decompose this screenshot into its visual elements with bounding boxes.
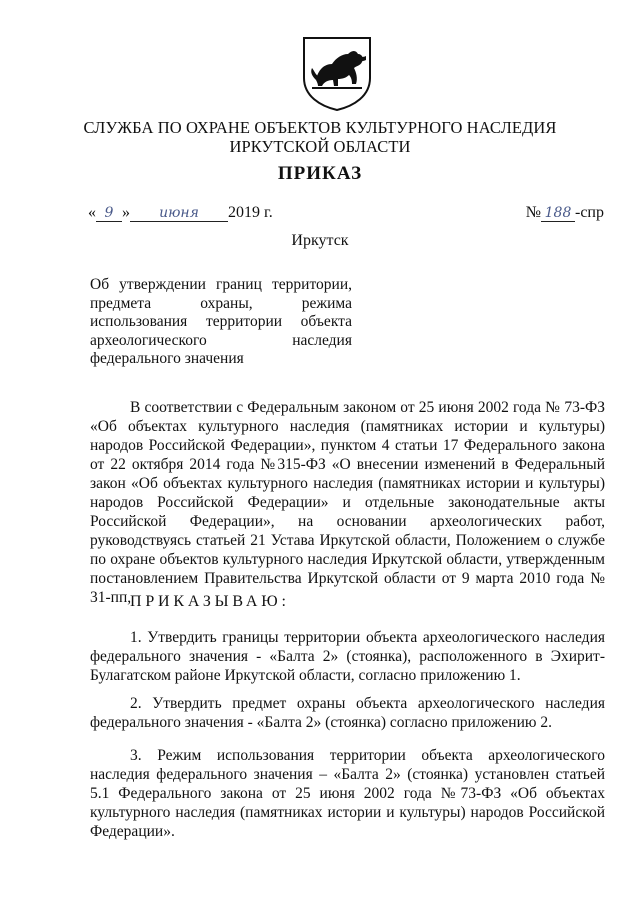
- coat-of-arms-icon: [296, 34, 378, 112]
- agency-name-line-2: ИРКУТСКОЙ ОБЛАСТИ: [229, 137, 411, 156]
- agency-name-line-1: СЛУЖБА ПО ОХРАНЕ ОБЪЕКТОВ КУЛЬТУРНОГО НАСЛЕДИЯ: [83, 118, 557, 137]
- number-value: 188: [541, 206, 575, 222]
- date-day: 9: [96, 206, 122, 222]
- quote-open: «: [88, 204, 96, 221]
- order-subject: [90, 276, 352, 369]
- number-prefix: №: [525, 204, 541, 221]
- city-name: Иркутск: [291, 232, 349, 249]
- order-item-2: 2. Утвердить предмет охраны объекта археологического наследия федерального значения - «Балта 2» (стоянка) согласно приложению 2.: [90, 695, 605, 731]
- subject-line: использования территории объекта: [90, 313, 352, 331]
- document-type-title: ПРИКАЗ: [277, 163, 363, 184]
- subject-line: археологического наследия: [90, 331, 352, 349]
- number-suffix: -спр: [575, 204, 604, 221]
- subject-line: предмета охраны, режима: [90, 294, 352, 312]
- order-item-1: 1. Утвердить границы территории объекта археологического наследия федерального значения - «Балта 2» (стоянка), расположенного в Эхирит-Булагатском районе Иркутской области, согласно приложению 1.: [90, 629, 605, 684]
- date-year: 2019 г.: [228, 204, 273, 221]
- order-item-3: 3. Режим использования территории объекта археологического наследия федерального значения – «Балта 2» (стоянка) установлен статьей 5.1 Федерального закона от 25 июня 2002 года №73-ФЗ «Об объектах культурного наследия (памятниках истории и культуры) народов Российской Федерации».: [90, 747, 605, 840]
- date-month: июня: [130, 206, 228, 222]
- order-directive: ПРИКАЗЫВАЮ:: [130, 593, 290, 610]
- order-date: [88, 204, 273, 222]
- order-number: [526, 204, 604, 222]
- preamble-paragraph: В соответствии с Федеральным законом от 25 июня 2002 года № 73-ФЗ «Об объектах культурного наследия (памятниках истории и культуры) народов Российской Федерации», пунктом 4 статьи 17 Федерального закона от 22 октября 2014 года №315-ФЗ «О внесении изменений в Федеральный закон «Об объектах культурного наследия (памятниках истории и культуры) народов Российской Федерации» и отдельные законодательные акты Российской Федерации», на основании археологических работ, руководствуясь статьей 21 Устава Иркутской области, Положением о службе по охране объектов культурного наследия Иркутской области, утвержденным постановлением Правительства Иркутской области от 9 марта 2010 года № 31-пп,: [90, 399, 605, 606]
- subject-line: Об утверждении границ территории,: [90, 276, 352, 293]
- quote-close: »: [122, 204, 130, 221]
- subject-line: федерального значения: [90, 350, 244, 368]
